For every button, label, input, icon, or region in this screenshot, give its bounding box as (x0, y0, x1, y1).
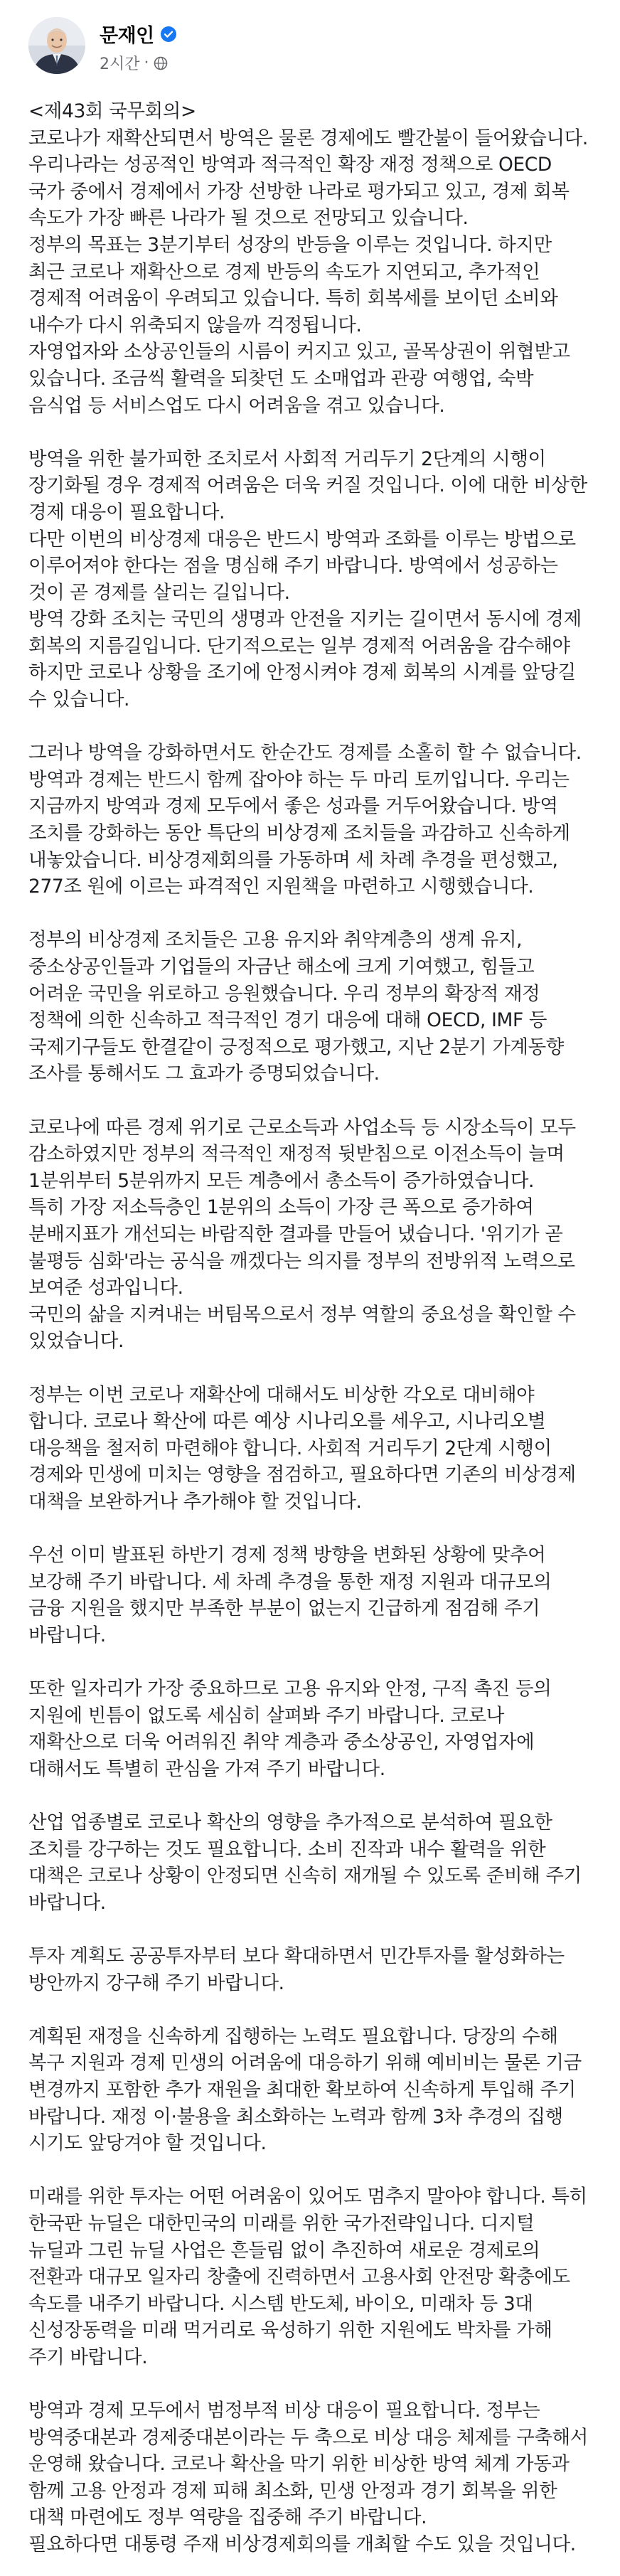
post-header (28, 0, 592, 73)
post-paragraph: 우선 이미 발표된 하반기 경제 정책 방향을 변화된 상황에 맞추어 보강해 주기 바랍니다. 세 차례 추경을 통한 재정 지원과 대규모의 금융 지원을 했지만 부족한 부분이 없는지 긴급하게 점검해 주기 바랍니다. (28, 1544, 552, 1646)
globe-icon[interactable] (154, 56, 168, 70)
post-paragraph: 정부의 비상경제 조치들은 고용 유지와 취약계층의 생계 유지, 중소상공인들과 기업들의 자금난 해소에 크게 기여했고, 힘들고 어려운 국민을 위로하고 응원했습니다. 우리 정부의 확장적 재정 정책에 의한 신속하고 적극적인 경기 대응에 대해 OECD, IMF 등 국제기구들도 한결같이 긍정적으로 평가했고, 지난 2분기 가계동향 조사를 통해서도 그 효과가 증명되었습니다. (28, 929, 564, 1085)
post-paragraph: 산업 업종별로 코로나 확산의 영향을 추가적으로 분석하여 필요한 조치를 강구하는 것도 필요합니다. 소비 진작과 내수 활력을 위한 대책은 코로나 상황이 안정되면 신속히 재개될 수 있도록 준비해 주기 바랍니다. (28, 1811, 582, 1914)
post-paragraph: 정부는 이번 코로나 재확산에 대해서도 비상한 각오로 대비해야 합니다. 코로나 확산에 따른 예상 시나리오를 세우고, 시나리오별 대응책을 철저히 마련해야 합니다. 사회적 거리두기 2단계 시행이 경제와 민생에 미치는 영향을 점검하고, 필요하다면 기존의 비상경제 대책을 보완하거나 추가해야 할 것입니다. (28, 1383, 576, 1513)
post-paragraph: 방역을 위한 불가피한 조치로서 사회적 거리두기 2단계의 시행이 장기화될 경우 경제적 어려움은 더욱 커질 것입니다. 이에 대한 비상한 경제 대응이 필요합니다. 다만 이번의 비상경제 대응은 반드시 방역과 조화를 이루는 방법으로 이루어져야 한다는 점을 명심해 주기 바랍니다. 방역에서 성공하는 것이 곧 경제를 살리는 길입니다. 방역 강화 조치는 국민의 생명과 안전을 지키는 길이면서 동시에 경제 회복의 지름길입니다. 단기적으로는 일부 경제적 어려움을 감수해야 하지만 코로나 상황을 조기에 안정시켜야 경제 회복의 시계를 앞당길 수 있습니다. (28, 447, 587, 711)
post-paragraph: 계획된 재정을 신속하게 집행하는 노력도 필요합니다. 당장의 수해 복구 지원과 경제 민생의 어려움에 대응하기 위해 예비비는 물론 기금 변경까지 포함한 추가 재원을 최대한 확보하여 신속하게 투입해 주기 바랍니다. 재정 이·불용을 최소화하는 노력과 함께 3차 추경의 집행 시기도 앞당겨야 할 것입니다. (28, 2025, 582, 2155)
author-avatar[interactable] (28, 17, 85, 74)
post-paragraph: 또한 일자리가 가장 중요하므로 고용 유지와 안정, 구직 촉진 등의 지원에 빈틈이 없도록 세심히 살펴봐 주기 바랍니다. 코로나 재확산으로 더욱 어려워진 취약 계층과 중소상공인, 자영업자에 대해서도 특별히 관심을 가져 주기 바랍니다. (28, 1678, 552, 1780)
verified-badge-icon (160, 26, 177, 43)
post-paragraph: 방역과 경제 모두에서 범정부적 비상 대응이 필요합니다. 정부는 방역중대본과 경제중대본이라는 두 축으로 비상 대응 체제를 구축해서 운영해 왔습니다. 코로나 확산을 막기 위한 비상한 방역 체계 가동과 함께 고용 안정과 경제 피해 최소화, 민생 안정과 경기 회복을 위한 대책 마련에도 정부 역량을 집중해 주기 바랍니다. 필요하다면 대통령 주재 비상경제회의를 개최할 수도 있을 것입니다. (28, 2400, 588, 2556)
post-paragraph: 그러나 방역을 강화하면서도 한순간도 경제를 소홀히 할 수 없습니다. 방역과 경제는 반드시 함께 잡아야 하는 두 마리 토끼입니다. 우리는 지금까지 방역과 경제 모두에서 좋은 성과를 거두어왔습니다. 방역 조치를 강화하는 동안 특단의 비상경제 조치들을 과감하고 신속하게 내놓았습니다. 비상경제회의를 가동하며 세 차례 추경을 편성했고, 277조 원에 이르는 파격적인 지원책을 마련하고 시행했습니다. (28, 742, 582, 898)
author-name[interactable]: 문재인 (100, 25, 154, 47)
post-body (28, 98, 592, 2558)
post-paragraph: 코로나에 따른 경제 위기로 근로소득과 사업소득 등 시장소득이 모두 감소하였지만 정부의 적극적인 재정적 뒷받침으로 이전소득이 늘며 1분위부터 5분위까지 모든 계층에서 총소득이 증가하였습니다. 특히 가장 저소득층인 1분위의 소득이 가장 큰 폭으로 증가하여 분배지표가 개선되는 바람직한 결과를 만들어 냈습니다. '위기가 곧 불평등 심화'라는 공식을 깨겠다는 의지를 정부의 전방위적 노력으로 보여준 성과입니다. 국민의 삶을 지켜내는 버팀목으로서 정부 역할의 중요성을 확인할 수 있었습니다. (28, 1116, 576, 1353)
post-paragraph: 미래를 위한 투자는 어떤 어려움이 있어도 멈추지 말아야 합니다. 특히 한국판 뉴딜은 대한민국의 미래를 위한 국가전략입니다. 디지털 뉴딜과 그린 뉴딜 사업은 흔들림 없이 추진하여 새로운 경제로의 전환과 대규모 일자리 창출에 진력하면서 고용사회 안전망 확충에도 속도를 내주기 바랍니다. 시스템 반도체, 바이오, 미래차 등 3대 신성장동력을 미래 먹거리로 육성하기 위한 지원에도 박차를 가해 주기 바랍니다. (28, 2186, 587, 2368)
avatar-photo (28, 17, 85, 74)
meta-separator: · (144, 54, 149, 72)
post-paragraph: <제43회 국무회의> 코로나가 재확산되면서 방역은 물론 경제에도 빨간불이 들어왔습니다. 우리나라는 성공적인 방역과 적극적인 확장 재정 정책으로 OECD 국가 중에서 경제에서 가장 선방한 나라로 평가되고 있고, 경제 회복 속도가 가장 빠른 나라가 될 것으로 전망되고 있습니다. 정부의 목표는 3분기부터 성장의 반등을 이루는 것입니다. 하지만 최근 코로나 재확산으로 경제 반등의 속도가 지연되고, 추가적인 경제적 어려움이 우려되고 있습니다. 특히 회복세를 보이던 소비와 내수가 다시 위축되지 않을까 걱정됩니다. 자영업자와 소상공인들의 시름이 커지고 있고, 골목상권이 위협받고 있습니다. 조금씩 활력을 되찾던 도 소매업과 관광 여행업, 숙박 음식업 등 서비스업도 다시 어려움을 겪고 있습니다. (28, 100, 588, 417)
post-meta (100, 17, 177, 74)
post-timestamp[interactable]: 2시간 (100, 55, 140, 73)
post-paragraph: 투자 계획도 공공투자부터 보다 확대하면서 민간투자를 활성화하는 방안까지 강구해 주기 바랍니다. (28, 1944, 565, 1994)
